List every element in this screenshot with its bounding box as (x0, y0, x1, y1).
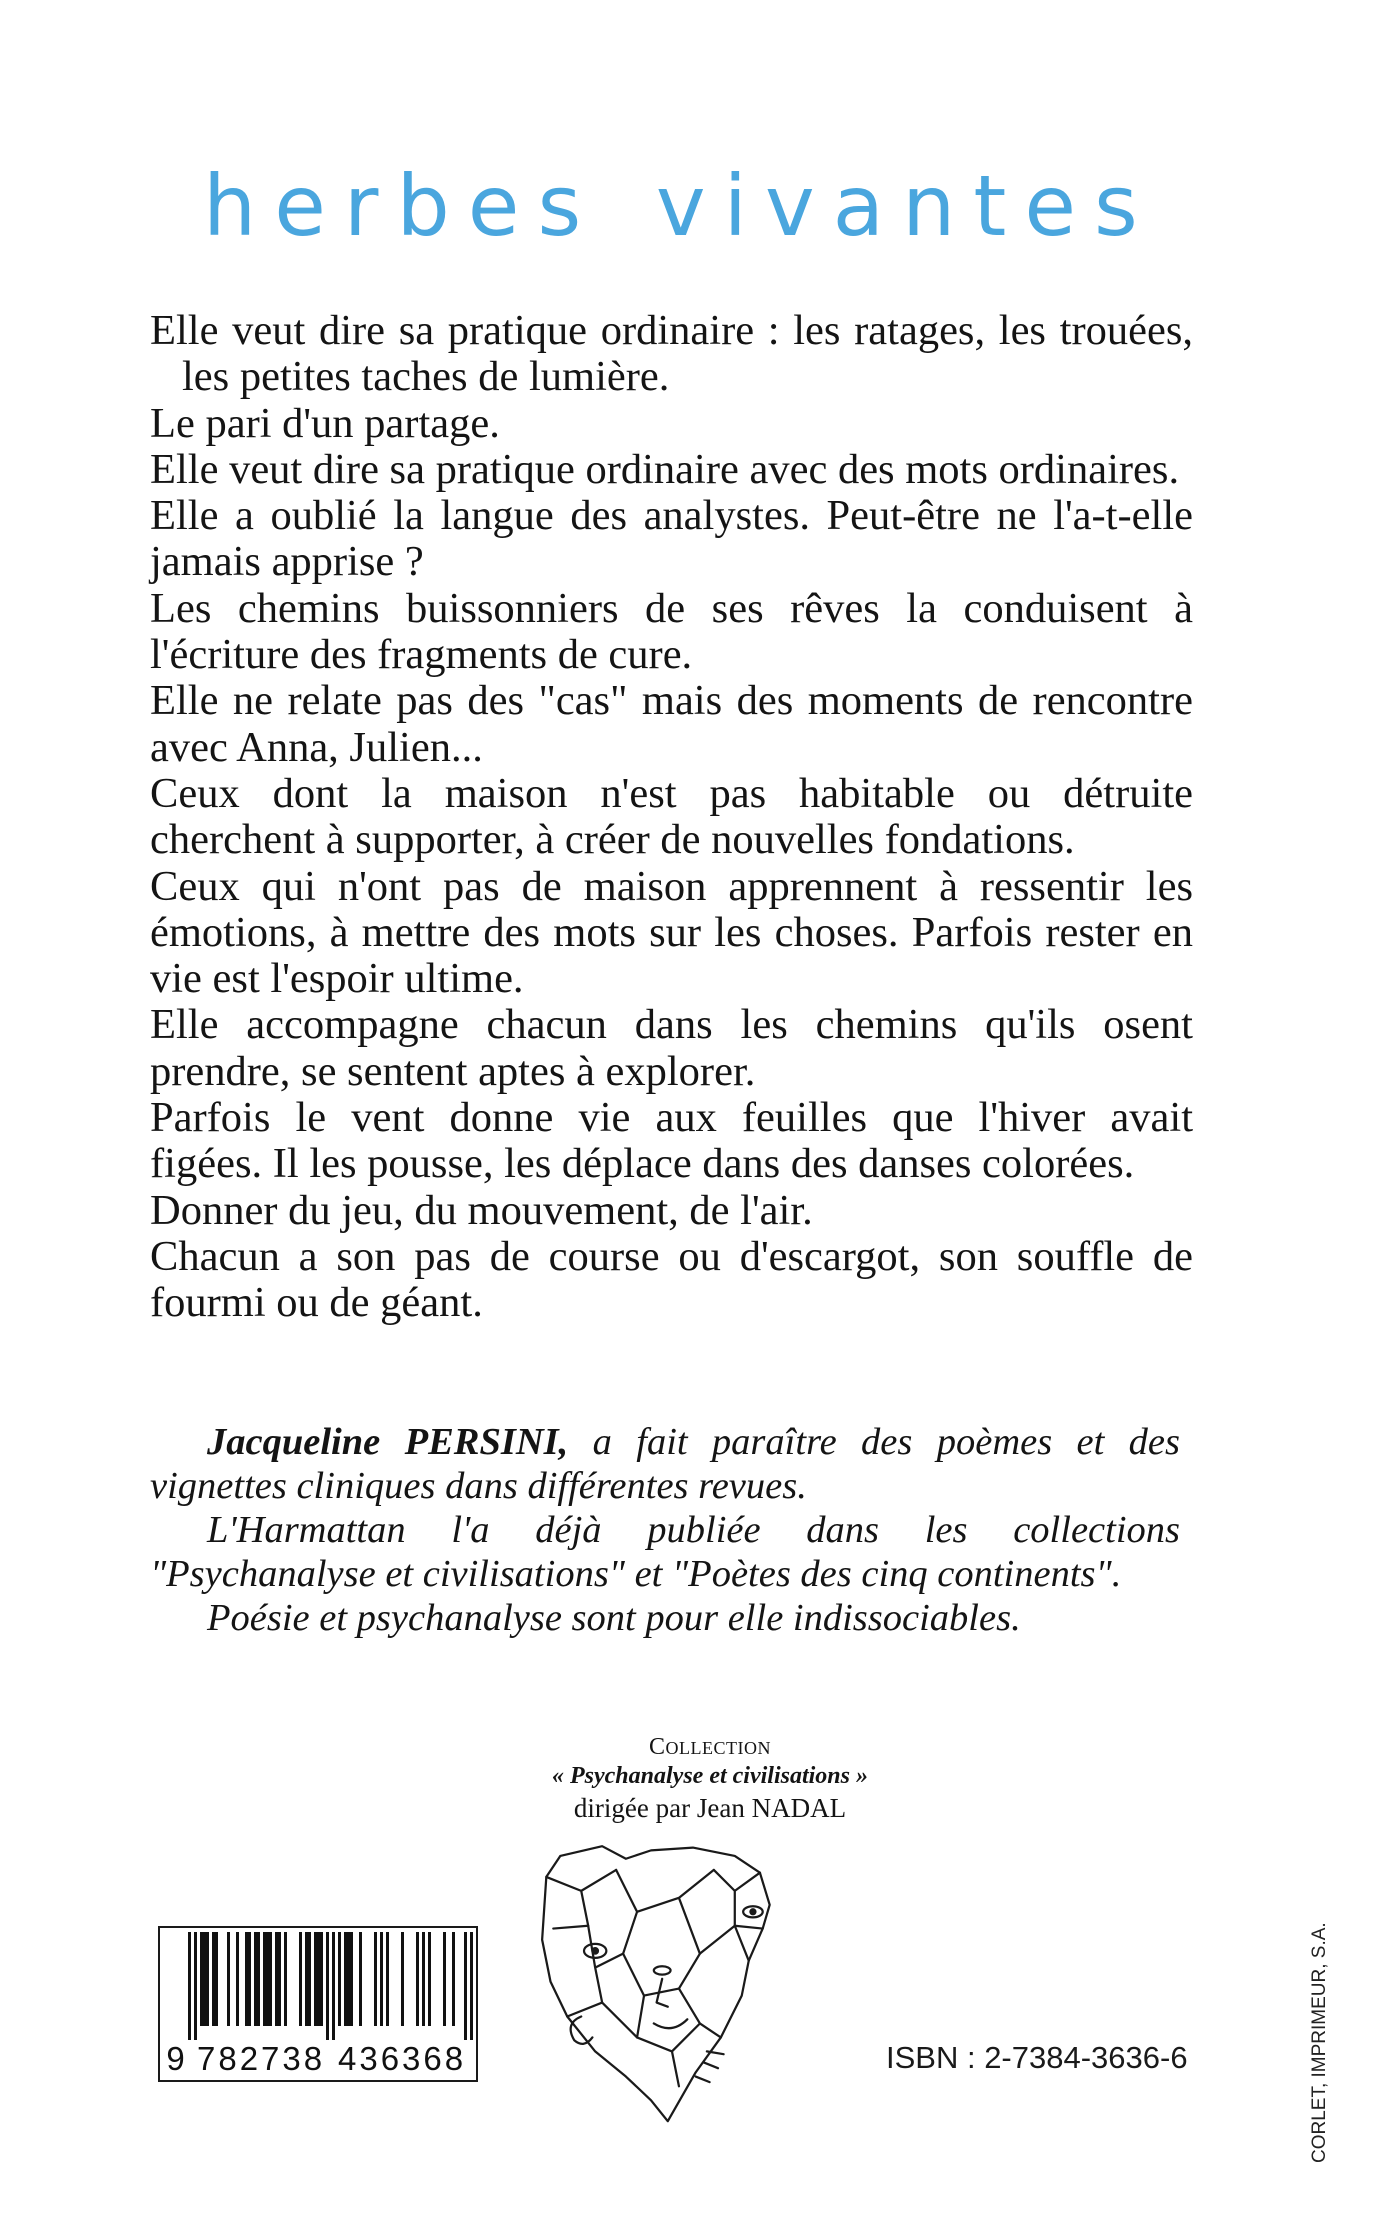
blurb-line: fourmi ou de géant. (150, 1279, 483, 1327)
bio-line: Poésie et psychanalyse sont pour elle indissociables. (207, 1597, 1021, 1639)
barcode-bar (284, 1932, 287, 2026)
printer-credit: CORLET, IMPRIMEUR, S.A. (1309, 1922, 1330, 2163)
barcode-bar (347, 1932, 350, 2026)
blurb-line: Ceux qui n'ont pas de maison apprennent à ressentir les (150, 862, 1193, 910)
blurb-line: Elle accompagne chacun dans les chemins qu'ils osent (150, 1001, 1193, 1049)
collection-director: dirigée par Jean NADAL (573, 1793, 847, 1823)
blurb-line: avec Anna, Julien... (150, 723, 483, 771)
barcode-bar (266, 1932, 269, 2026)
barcode-bar (326, 1932, 329, 2040)
barcode-bar (269, 1932, 272, 2026)
barcode-bar (227, 1932, 230, 2026)
barcode-bar (236, 1932, 239, 2026)
author-name: Jacqueline PERSINI, (207, 1421, 569, 1463)
barcode-bar (263, 1932, 266, 2026)
blurb-line: jamais apprise ? (150, 538, 424, 586)
bio-line: "Psychanalyse et civilisations" et "Poètes des cinq continents". (150, 1553, 1122, 1595)
barcode-bar (248, 1932, 251, 2026)
barcode-bar (257, 1932, 260, 2026)
blurb-line: l'écriture des fragments de cure. (150, 631, 693, 679)
face-emblem-icon (539, 1842, 777, 2124)
isbn: ISBN : 2-7384-3636-6 (886, 2040, 1188, 2075)
book-title: herbes vivantes (203, 157, 1156, 255)
blurb-line: Le pari d'un partage. (150, 399, 500, 447)
barcode-lead-digit: 9 (166, 2040, 188, 2077)
barcode-bar (338, 1932, 341, 2026)
barcode-bar (350, 1932, 353, 2026)
barcode-bar (464, 1932, 467, 2040)
barcode-bars (160, 1928, 476, 2044)
barcode-bar (320, 1932, 323, 2026)
barcode-bar (344, 1932, 347, 2026)
blurb-line: Chacun a son pas de course ou d'escargot, son souffle de (150, 1232, 1193, 1280)
barcode-bar (188, 1932, 191, 2040)
barcode-bar (308, 1932, 311, 2026)
blurb-line: cherchent à supporter, à créer de nouvelles fondations. (150, 816, 1075, 864)
blurb-line: vie est l'espoir ultime. (150, 955, 524, 1003)
barcode-bar (401, 1932, 404, 2026)
blurb-line: Elle a oublié la langue des analystes. Peut-être ne l'a-t-elle (150, 492, 1193, 540)
blurb-line: figées. Il les pousse, les déplace dans des danses colorées. (150, 1140, 1135, 1188)
barcode-bar (200, 1932, 203, 2026)
blurb-line: Parfois le vent donne vie aux feuilles que l'hiver avait (150, 1094, 1193, 1142)
barcode-bar (470, 1932, 473, 2040)
barcode-bar (278, 1932, 281, 2026)
blurb-line: prendre, se sentent aptes à explorer. (150, 1047, 756, 1095)
barcode-bar (317, 1932, 320, 2026)
bio-line (150, 1420, 1180, 1464)
barcode-left-digits: 782738 (197, 2040, 326, 2077)
blurb-line: Elle ne relate pas des "cas" mais des moments de rencontre (150, 677, 1193, 725)
barcode-right-digits: 436368 (338, 2040, 467, 2077)
barcode (158, 1926, 478, 2082)
barcode-bar (212, 1932, 215, 2026)
blurb-line: Donner du jeu, du mouvement, de l'air. (150, 1186, 813, 1234)
bio-text: a fait paraître des poèmes et des (592, 1421, 1181, 1463)
barcode-bar (452, 1932, 455, 2026)
barcode-bar (422, 1932, 425, 2026)
blurb-line: Les chemins buissonniers de ses rêves la conduisent à (150, 584, 1193, 632)
barcode-bar (359, 1932, 362, 2026)
author-bio (150, 1420, 1180, 1640)
blurb (150, 308, 1193, 1327)
bio-line: vignettes cliniques dans différentes revues. (150, 1465, 807, 1507)
barcode-bar (380, 1932, 383, 2026)
blurb-line: les petites taches de lumière. (182, 353, 670, 401)
barcode-bar (254, 1932, 257, 2026)
barcode-bar (386, 1932, 389, 2026)
barcode-bar (443, 1932, 446, 2026)
blurb-line: Ceux dont la maison n'est pas habitable ou détruite (150, 769, 1193, 817)
barcode-bar (416, 1932, 419, 2026)
barcode-bar (194, 1932, 197, 2040)
barcode-bar (215, 1932, 218, 2026)
barcode-bar (206, 1932, 209, 2026)
barcode-bar (332, 1932, 335, 2040)
barcode-bar (428, 1932, 431, 2026)
bio-line: L'Harmattan l'a déjà publiée dans les collections (207, 1509, 1180, 1551)
blurb-line: Elle veut dire sa pratique ordinaire avec des mots ordinaires. (150, 445, 1180, 493)
blurb-line: Elle veut dire sa pratique ordinaire : les ratages, les trouées, (150, 307, 1193, 354)
collection-name: « Psychanalyse et civilisations » (552, 1763, 868, 1789)
blurb-line: émotions, à mettre des mots sur les choses. Parfois rester en (150, 908, 1193, 956)
barcode-bar (203, 1932, 206, 2026)
barcode-bar (374, 1932, 377, 2026)
collection-info (460, 1733, 960, 1825)
collection-label: COLLECTION (649, 1734, 771, 1760)
barcode-bar (305, 1932, 308, 2026)
barcode-bar (299, 1932, 302, 2026)
barcode-bar (245, 1932, 248, 2026)
barcode-bar (314, 1932, 317, 2026)
barcode-bar (275, 1932, 278, 2026)
